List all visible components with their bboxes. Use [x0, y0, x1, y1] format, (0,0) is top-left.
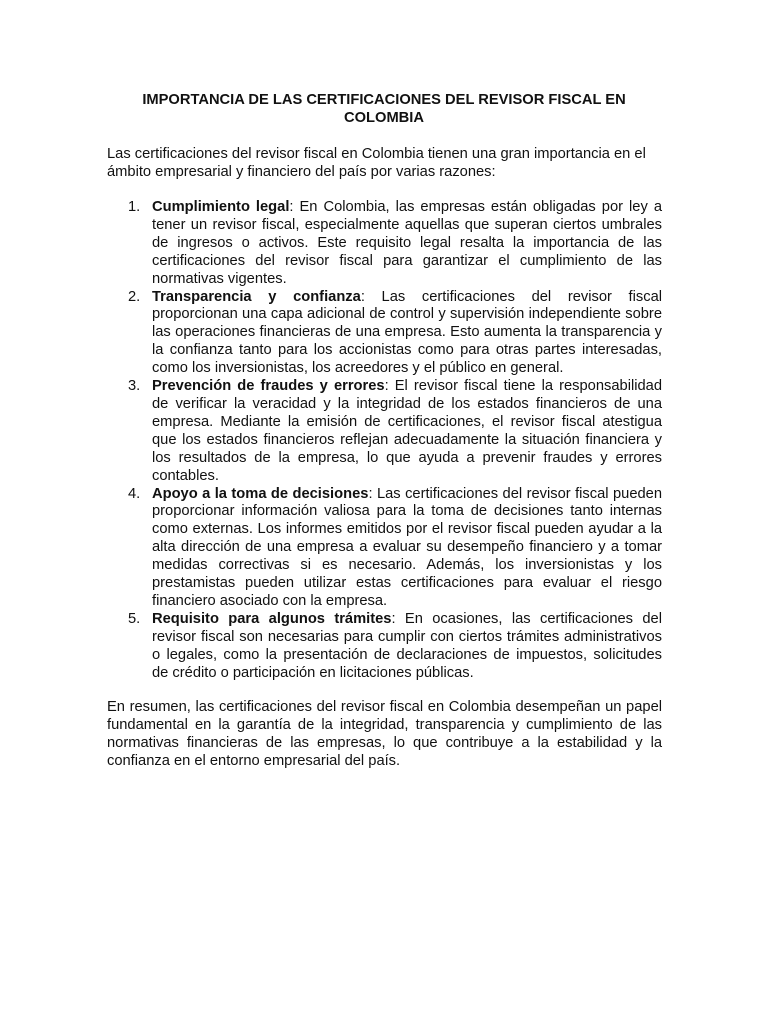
list-item: [107, 199, 662, 289]
summary-paragraph: En resumen, las certificaciones del revisor fiscal en Colombia desempeñan un papel fundamental en la garantía de la integridad, transparencia y cumplimiento de las normativas financieras de las empresas, lo que contribuye a la estabilidad y la confianza en el entorno empresarial del país.: [107, 699, 662, 769]
list-item: [107, 486, 662, 611]
list-item: [107, 378, 662, 485]
list-item-number: 3.: [128, 378, 141, 395]
reasons-list: [107, 199, 662, 682]
list-item-text: : Las certificaciones del revisor fiscal pueden proporcionar información valiosa para la toma de decisiones tanto internas como externas. Los informes emitidos por el revisor fiscal pueden ayudar a la alta dirección de una empresa a evaluar su desempeño financiero y a tomar medidas correctivas si es necesario. Además, los inversionistas y los prestamistas pueden utilizar estas certificaciones para evaluar el riesgo financiero asociado con la empresa.: [152, 485, 662, 609]
list-item-term: Apoyo a la toma de decisiones: [152, 485, 369, 502]
list-item-term: Prevención de fraudes y errores: [152, 378, 385, 395]
list-item-number: 5.: [128, 610, 141, 627]
list-item-number: 2.: [128, 288, 141, 305]
list-item-text: : En Colombia, las empresas están obligadas por ley a tener un revisor fiscal, especialmente aquellas que superan ciertos umbrales de ingresos o activos. Este requisito legal resalta la importancia de las certificaciones del revisor fiscal para garantizar el cumplimiento de las normativas vigentes.: [152, 199, 662, 287]
list-item-number: 4.: [128, 485, 141, 502]
list-item-text: : En ocasiones, las certificaciones del revisor fiscal son necesarias para cumplir con ciertos trámites administrativos o legales, como la presentación de declaraciones de impuestos, solicitudes de crédito o participación en licitaciones públicas.: [152, 610, 662, 681]
list-item-term: Cumplimiento legal: [152, 199, 290, 215]
intro-paragraph: Las certificaciones del revisor fiscal en Colombia tienen una gran importancia en el ámbito empresarial y financiero del país por varias razones:: [107, 146, 646, 180]
list-item-term: Transparencia y confianza: [152, 288, 361, 305]
list-item-text: : Las certificaciones del revisor fiscal proporcionan una capa adicional de control y supervisión independiente sobre las operaciones financieras de una empresa. Esto aumenta la transparencia y la confianza tanto para los accionistas como para otras partes interesadas, como los inversionistas, los acreedores y el público en general.: [152, 288, 663, 377]
list-item-term: Requisito para algunos trámites: [152, 610, 392, 627]
list-item-number: 1.: [128, 199, 141, 215]
list-item: [107, 289, 662, 379]
document-title: IMPORTANCIA DE LAS CERTIFICACIONES DEL REVISOR FISCAL EN COLOMBIA: [142, 92, 626, 126]
list-item: [107, 611, 662, 683]
list-item-text: : El revisor fiscal tiene la responsabilidad de verificar la veracidad y la integridad de los estados financieros de una empresa. Mediante la emisión de certificaciones, el revisor fiscal atestigua que los estados financieros reflejan adecuadamente la situación financiera y los resultados de la empresa, lo que ayuda a prevenir fraudes y errores contables.: [152, 378, 662, 484]
